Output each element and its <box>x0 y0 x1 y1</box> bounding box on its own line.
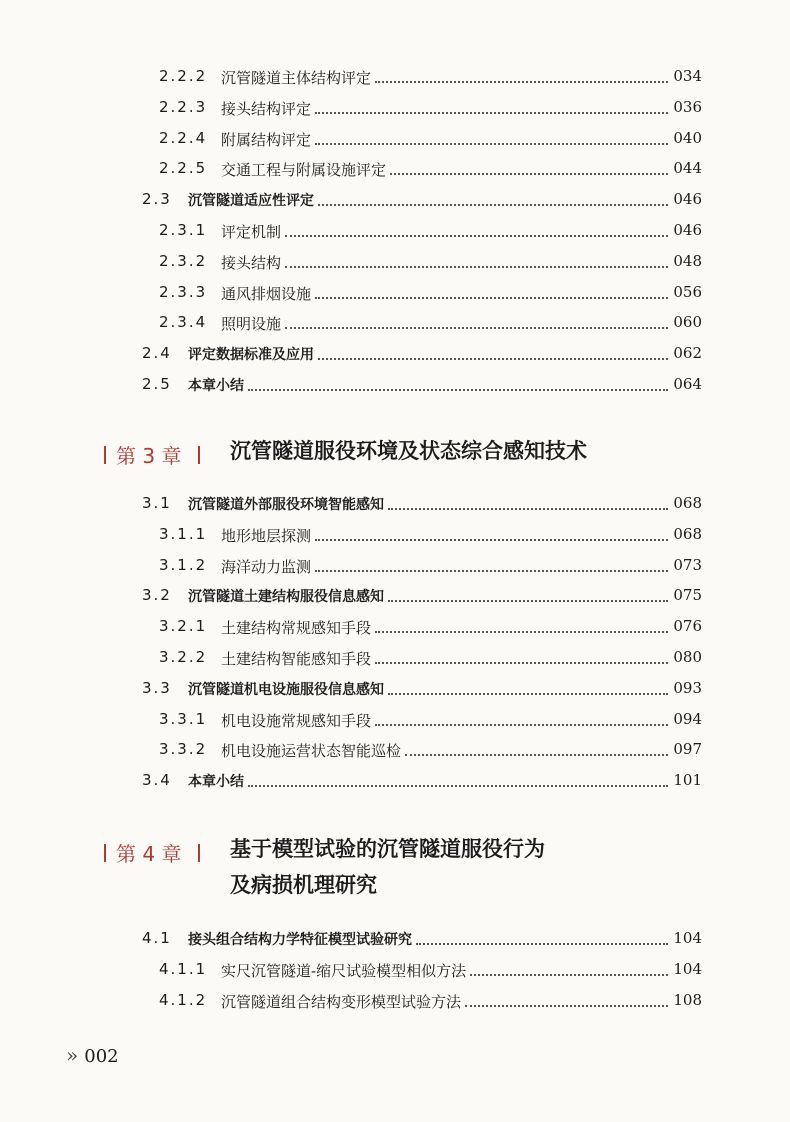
toc-entry-title: 沉管隧道机电设施服役信息感知 <box>188 681 384 698</box>
toc-entry-title: 接头组合结构力学特征模型试验研究 <box>188 932 412 948</box>
dot-leader <box>388 594 668 602</box>
toc-entry-title: 土建结构智能感知手段 <box>221 650 372 668</box>
toc-entry-page: 046 <box>673 190 702 209</box>
toc-entry-number: 3.2.2 <box>159 648 208 666</box>
toc-entry-number: 2.2.2 <box>159 67 208 85</box>
toc-entry-title: 地形地层探测 <box>221 526 312 545</box>
toc-entry-page: 062 <box>673 344 702 363</box>
page-number: 002 <box>84 1046 119 1067</box>
toc-entry[interactable] <box>0 309 790 340</box>
dot-leader <box>248 779 668 787</box>
dot-leader <box>416 937 668 945</box>
toc-entry-title: 通风排烟设施 <box>221 284 312 303</box>
toc-entry-number: 2.2.3 <box>159 97 208 116</box>
toc-entry-page: 097 <box>673 740 702 759</box>
toc-entry[interactable] <box>0 552 790 583</box>
dot-leader <box>285 260 668 268</box>
toc-entry[interactable] <box>0 279 790 310</box>
dot-leader <box>248 383 668 391</box>
toc-entry-number: 3.1 <box>142 494 172 512</box>
toc-entry-page: 056 <box>673 282 702 301</box>
toc-entry-page: 073 <box>673 555 702 574</box>
toc-entry-number: 3.1.2 <box>159 555 208 574</box>
double-chevron-icon: » <box>66 1043 79 1067</box>
toc-entry-title: 评定数据标准及应用 <box>188 347 314 364</box>
dot-leader <box>375 75 668 83</box>
toc-entry-title: 沉管隧道组合结构变形模型试验方法 <box>221 992 462 1011</box>
toc-entry[interactable] <box>0 521 790 552</box>
toc-entry-page: 048 <box>673 251 702 270</box>
toc-entry-page: 064 <box>673 375 702 393</box>
toc-entry[interactable] <box>0 956 790 987</box>
dot-leader <box>375 718 668 726</box>
toc-entry-page: 046 <box>673 221 702 239</box>
toc-entry[interactable] <box>0 63 790 94</box>
toc-entry-number: 2.5 <box>142 375 172 393</box>
chapter-bar-left <box>104 446 106 464</box>
toc-entry-number: 3.2 <box>142 586 172 605</box>
toc-entry-page: 080 <box>673 648 702 666</box>
toc-entry[interactable] <box>0 155 790 186</box>
toc-entry-number: 3.2.1 <box>159 617 208 636</box>
toc-entry-number: 2.3.3 <box>159 282 208 301</box>
toc-entry[interactable] <box>0 582 790 613</box>
toc-entry-title: 沉管隧道外部服役环境智能感知 <box>188 497 384 513</box>
dot-leader <box>285 229 668 237</box>
toc-entry-page: 075 <box>673 586 702 605</box>
dot-leader <box>285 321 668 329</box>
dot-leader <box>388 502 668 510</box>
toc-entry-number: 2.4 <box>142 344 172 363</box>
chapter-title-line1: 基于模型试验的沉管隧道服役行为 <box>230 836 545 861</box>
toc-entry-title: 机电设施常规感知手段 <box>221 711 372 730</box>
toc-entry-number: 3.3 <box>142 678 172 697</box>
toc-entry[interactable] <box>0 987 790 1018</box>
chapter-label: 第 4 章 <box>116 842 182 866</box>
toc-entry-title: 机电设施运营状态智能巡检 <box>221 742 402 761</box>
chapter-title-line2: 及病损机理研究 <box>230 872 377 897</box>
toc-entry-number: 4.1.2 <box>159 990 208 1009</box>
dot-leader <box>390 167 668 175</box>
toc-entry-page: 044 <box>673 159 702 178</box>
toc-entry-title: 附属结构评定 <box>221 130 312 149</box>
dot-leader <box>315 533 668 541</box>
toc-entry-title: 海洋动力监测 <box>221 557 312 576</box>
toc-entry[interactable] <box>0 675 790 706</box>
toc-entry-number: 2.3 <box>142 190 172 209</box>
toc-entry-title: 沉管隧道主体结构评定 <box>221 69 372 87</box>
toc-entry-title: 评定机制 <box>221 223 282 241</box>
toc-entry-title: 本章小结 <box>188 378 244 394</box>
toc-entry[interactable] <box>0 371 790 402</box>
toc-entry-number: 3.3.1 <box>159 709 208 728</box>
toc-entry-title: 接头结构评定 <box>221 99 312 118</box>
toc-entry-page: 104 <box>673 929 702 947</box>
dot-leader <box>315 137 668 145</box>
toc-entry-number: 2.3.4 <box>159 313 208 332</box>
dot-leader <box>315 106 668 114</box>
dot-leader <box>315 291 668 299</box>
toc-entry-title: 土建结构常规感知手段 <box>221 619 372 638</box>
toc-entry-page: 104 <box>673 959 702 978</box>
dot-leader <box>470 968 668 976</box>
toc-entry-title: 交通工程与附属设施评定 <box>221 161 387 180</box>
toc-entry-number: 2.2.4 <box>159 128 208 147</box>
toc-entry[interactable] <box>0 125 790 156</box>
toc-entry[interactable] <box>0 706 790 737</box>
toc-entry[interactable] <box>0 767 790 798</box>
toc-entry-title: 本章小结 <box>188 774 244 791</box>
dot-leader <box>388 687 668 695</box>
chapter-label: 第 3 章 <box>116 444 182 468</box>
toc-entry-page: 093 <box>673 678 702 697</box>
dot-leader <box>465 999 668 1007</box>
toc-entry-number: 3.1.1 <box>159 524 208 543</box>
toc-entry-page: 068 <box>673 524 702 543</box>
toc-entry[interactable] <box>0 644 790 675</box>
toc-entry-title: 实尺沉管隧道-缩尺试验模型相似方法 <box>221 961 467 980</box>
dot-leader <box>405 748 668 756</box>
toc-entry-title: 沉管隧道适应性评定 <box>188 193 314 210</box>
toc-entry-title: 接头结构 <box>221 253 282 272</box>
dot-leader <box>315 564 668 572</box>
toc-entry[interactable] <box>0 736 790 767</box>
toc-entry-number: 2.3.1 <box>159 221 208 239</box>
toc-entry-number: 2.2.5 <box>159 159 208 178</box>
toc-entry[interactable] <box>0 613 790 644</box>
toc-entry-page: 108 <box>673 990 702 1009</box>
dot-leader <box>318 352 668 360</box>
toc-entry[interactable] <box>0 490 790 521</box>
toc-entry-page: 068 <box>673 494 702 512</box>
chapter-bar-right <box>198 446 200 464</box>
toc-entry[interactable] <box>0 94 790 125</box>
toc-entry-title: 沉管隧道土建结构服役信息感知 <box>188 589 384 606</box>
toc-entry-number: 3.4 <box>142 771 172 790</box>
dot-leader <box>318 198 668 206</box>
toc-entry[interactable] <box>0 217 790 248</box>
toc-entry[interactable] <box>0 186 790 217</box>
toc-entry-number: 2.3.2 <box>159 251 208 270</box>
toc-entry-page: 036 <box>673 97 702 116</box>
toc-entry-page: 034 <box>673 67 702 85</box>
toc-entry-number: 4.1 <box>142 929 172 947</box>
chapter-title: 沉管隧道服役环境及状态综合感知技术 <box>230 438 587 463</box>
toc-entry-page: 060 <box>673 313 702 332</box>
toc-entry-page: 094 <box>673 709 702 728</box>
toc-entry[interactable] <box>0 925 790 956</box>
toc-entry[interactable] <box>0 340 790 371</box>
chapter-bar-right <box>198 844 200 862</box>
page-footer <box>66 1043 119 1067</box>
toc-entry-number: 4.1.1 <box>159 959 208 978</box>
chapter-bar-left <box>104 844 106 862</box>
toc-entry-page: 076 <box>673 617 702 636</box>
dot-leader <box>375 625 668 633</box>
toc-entry-page: 101 <box>673 771 702 790</box>
toc-entry-number: 3.3.2 <box>159 740 208 759</box>
toc-entry-page: 040 <box>673 128 702 147</box>
dot-leader <box>375 656 668 664</box>
toc-entry-title: 照明设施 <box>221 315 282 334</box>
toc-entry[interactable] <box>0 248 790 279</box>
